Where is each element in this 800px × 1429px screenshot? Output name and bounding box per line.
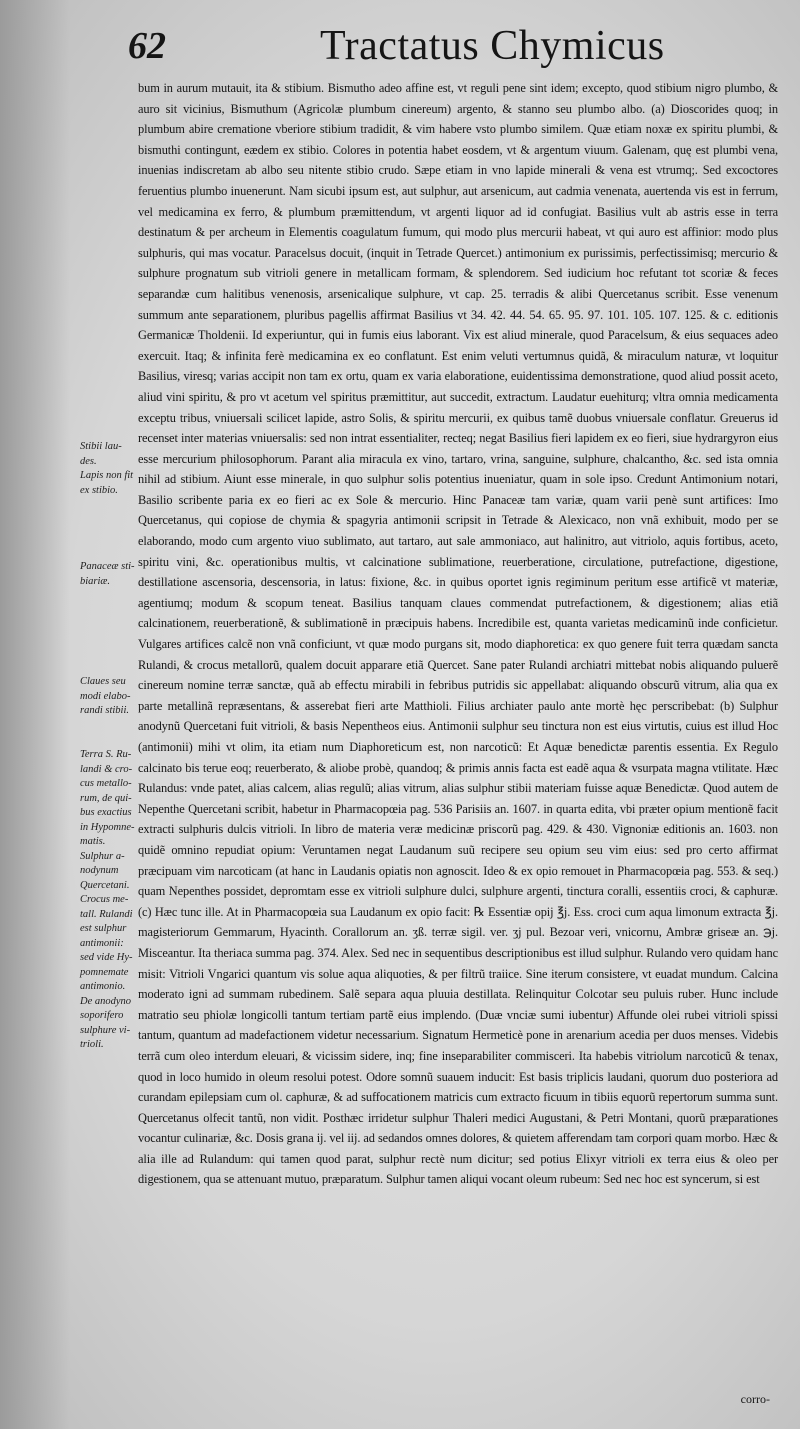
margin-note: Terra S. Ru- landi & cro- cus metallo- rum, de qui- bus exactius in Hypomne- matis. Sulphur a- nodynum Quercetani. Crocus me- tall. Rulandi est sulphur antimonii: sed vide Hy- pomnemate antimonio. De anodyno soporifero sulphure vi- trioli. <box>80 749 135 1050</box>
main-text <box>138 78 778 1190</box>
catch-word: corro- <box>740 1392 770 1406</box>
page-number: 62 <box>128 25 166 67</box>
running-title: Tractatus Chymicus <box>320 23 665 69</box>
margin-note: Stibii lau- des. Lapis non fit ex stibio. <box>80 441 134 496</box>
page-header <box>120 20 770 74</box>
paragraph: bum in aurum mutauit, ita & stibium. Bismutho adeo affine est, vt reguli pene sint idem; excepto, quod stibium nigro plumbo, & auro sit vicinius, Bismuthum (Agricolæ plumbum cinereum) argento, & stanno seu plumbo albo. (a) Dioscorides quoq; in plumbum abire crematione vberiore stibium tradidit, & vim habere vsto plumbo similem. Quæ etiam noxæ ex spiritu plumbi, & bismuthi contingunt, eædem ex stibio. Colores in potentia habet eosdem, vt & argentum viuum. Galenam, quę est plumbi vena, inuenias indiscretam ab albo seu nitente stibio crudo. Sæpe etiam in vno lapide minerali & vena est vtrumq;. Sed excoctores feruentius plumbo inuenerunt. Nam sicubi ipsum est, aut sulphur, aut arsenicum, aut cadmia venenata, auertenda vis est in ferrum, vel medicamina ex ferro, & plumbum præmittendum, vt argenti liquor ad id confugiat. Basilius vult ab astris esse in terra destinatum & per archeum in Elementis coagulatum fumum, qui modo plus mercurii habeat, vt qui auro est affinior: modo plus sulphuris, qui mas vocatur. Paracelsus docuit, (inquit in Tetrade Quercet.) antimonium ex purissimis, perfectissimisq; mercurio & sulphure prognatum sub vitrioli genere in metallicam formam, & splendorem. Sed iudicium hoc refutant tot scoriæ & feces separandæ cum halitibus venenosis, arsenicalique sulphure, vt cap. 25. terradis & alibi Quercetanus scribit. Esse venenum summum ante separationem, pluribus pagellis affirmat Basilius vt 34. 42. 44. 54. 65. 95. 97. 101. 105. 107. 125. & c. editionis Germanicæ Tholdenii. Id experiuntur, qui in fumis eius laborant. Vix est aliud minerale, quod Paracelsum, & eius sequaces adeo exercuit. Itaq; & infinita ferè medicamina ex eo conflatunt. Est enim veluti vertumnus quidã, & miraculum naturæ, vt loquitur Basilius, viresq; varias accipit non tam ex ortu, quam ex varia elaboratione, euidentissima demonstratione, quod aliud possit aceto, aliud vini spiritu, & pro vt acetum vel spiritus præmittitur, aut succedit, extractum. Laudatur euehiturq; vltra omnia medicamenta exceptu tribus, vniuersali scilicet lapide, astro Solis, & spiritu mercurii, ex quibus tamẽ duobus vniuersale conflatur. Greuerus id recenset inter materias vniuersalis: sed non intrat essentialiter, recteq; negat Basilius fieri lapidem ex eo fieri, siue hydrargyron eius esse mercurium philosophorum. Parant alia miracula ex vino, tartaro, vrina, sanguine, sulphure, chalcantho, &c. sed ista omnia nihil ad stibium. Aiunt esse minerale, in quo sulphur solis potentius inueniatur, quam in sole ipso. Credunt Antimonium notari, Basilio scribente paria ex eo fieri ac ex Sole & mercurio. Hinc Panaceæ tam variæ, quam varii penè sunt artifices: Imo Quercetanus, qui copiose de chymia & spagyria antimonii scripsit in Tetrade & Alexicaco, non vnã exhibuit, modo per se elaborando, modo cum argento viuo sublimato, aut tartaro, aut sale ammoniaco, aut halinitro, aut vitriolo, aquis fortibus, aceto, spiritu vini, &c. operationibus multis, vt calcinatione sublimatione, reuerberatione, circulatione, putrefactione, digestione, destillatione ascensoria, descensoria, in latus: fixione, &c. in quibus oportet ignis regiminum peritum esse artificẽ vt materiæ, agentiumq; modum & scopum teneat. Basilius tanquam claues commendat putrefactionem, & digestionem; alias etiã calcinationem, reuerberationẽ, & sublimationẽ in præcipuis habens. Incredibile est, quanta varietas medicaminũ inde conficietur. Vulgares artifices calcẽ non vnã conficiunt, vt quæ modo purgans sit, modo diaphoretica: ex quo genere fuit terra quædam sancta Rulandi, & crocus metallorũ, qualem docuit apparare etiã Quercet. Sane pater Rulandi archiatri mittebat nobis aliquando puluerẽ cinereum nomine terræ sanctæ, quã ab effectu mirabili in febribus putridis sic appellabat: aliquando obscurũ vitrum, alia qua ex parte metallinã repræsentans, & asserebat fieri arte Matthioli. Filius archiater paulo ante mortè hęc perscribebat: (b) Sulphur anodynũ Quercetani fuit vitrioli, & basis Nepentheos eius. Antimonii sulphur seu tinctura non est eius virtutis, cuius est illud Hoc (antimonii) mihi vt olim, ita etiam num Diaphoreticum est, non narcoticũ: Et Aquæ benedictæ parentis essentia. Ex Regulo calcinato bis terue eoq; reuerberato, & aliobe probè, quandoq; & primis annis facta est eadẽ aqua & vsurpata magna vtilitate. Hæc Rulandus: vnde patet, alias calcem, alias regulũ; alias vitrum, alias sulphur stibii materiam fuisse aquæ Benedictæ. Quod autem de Nepenthe Quercetani scribit, habetur in Pharmacopœia pag. 536 Parisiis an. 1607. in quarta edita, vbi præter opium mentionẽ facit extracti sulphuris dulcis vitrioli. In libro de materia veræ medicinæ priscorũ pag. 429. & 430. Vignoniæ editionis an. 1603. non quidẽ omnino repudiat opium: Veruntamen negat Laudanum suũ recipere seu opium seu vim eius: sed pro certo affirmat præcipuam vim narcoticam (at hanc in Laudanis opiatis non agnoscit. Ideo & ex opio remouet in Pharmacopœia pag. 553. & seq.) quam Nepenthes possidet, depromtam esse ex vitrioli sulphure dulci, sulphure argenti, tinctura coralli, essentiis croci, & caphuræ. (c) Hæc tunc ille. At in Pharmacopœia sua Laudanum ex opio facit: ℞ Essentiæ opij ℥j. Ess. croci cum aqua limonum extracta ℥j. magisteriorum Gemmarum, Hyacinth. Corallorum an. ʒß. terræ sigil. ver. ʒj pul. Bezoar veri, vnicornu, Ambræ griseæ an. ℈j. Misceantur. Ita theriaca summa pag. 374. Alex. Sed nec in sequentibus descriptionibus est illud sulphur. Rulando vero quidam hanc misit: Vitrioli Vngarici quantum vis solue aqua aliquoties, & per filtrũ traiice. Sine iterum consistere, vt euadat mundum. Calcina moderato igni ad summam rubedinem. Salẽ separa aqua pluuia destillata. Relinquitur Colcotar seu puluis ruber. Hunc include matratio seu phiolæ longicolli tantum tertiam partẽ eius implendo. (Duæ vnciæ sumi iubentur) Affunde olei rubei vitrioli spissi tantum, quantum ad madefactionem videtur necessarium. Signatum Hermeticè pone in arenarium acedia per duos menses. Videbis terrã cum oleo interdum eleuari, & vicissim sidere, inq; fine inseparabiliter commisceri. Ita habebis vitriolum narcoticũ & tenax, quod in loco humido in oleum resolui potest. Odore somnũ suauem inducit: Est basis triplicis laudani, quorum duo posteriora ad curandam epilepsiam cum ol. caphuræ, & ad suffocationem matricis cum extracto ficuum in tibiis equorũ repertorum summa sunt. Quercetanus olfecit tantũ, non vidit. Posthæc irridetur sulphur Thaleri medici Augustani, & Petri Montani, quorũ præparationes vocantur culinariæ, &c. Dosis grana ij. vel iij. ad sedandos omnes dolores, & quietem afferendam tam corpori quam morbo. Hæc & alia ille ad Rulandum: qui tamen quod parat, sulphur rectè num dicitur; sed potius Elixyr vitrioli ex terra eius & oleo per digestionem, qua se attenuant mutuo, præparatum. Sulphur tamen aliqui vocant oleum rubeum: Sed nec hoc est syncerum, si est <box>138 81 778 1187</box>
gutter-shadow <box>0 0 70 1429</box>
margin-note: Claues seu modi elabo- randi stibii. <box>80 676 131 716</box>
margin-note: Panaceæ sti- biariæ. <box>80 561 135 587</box>
